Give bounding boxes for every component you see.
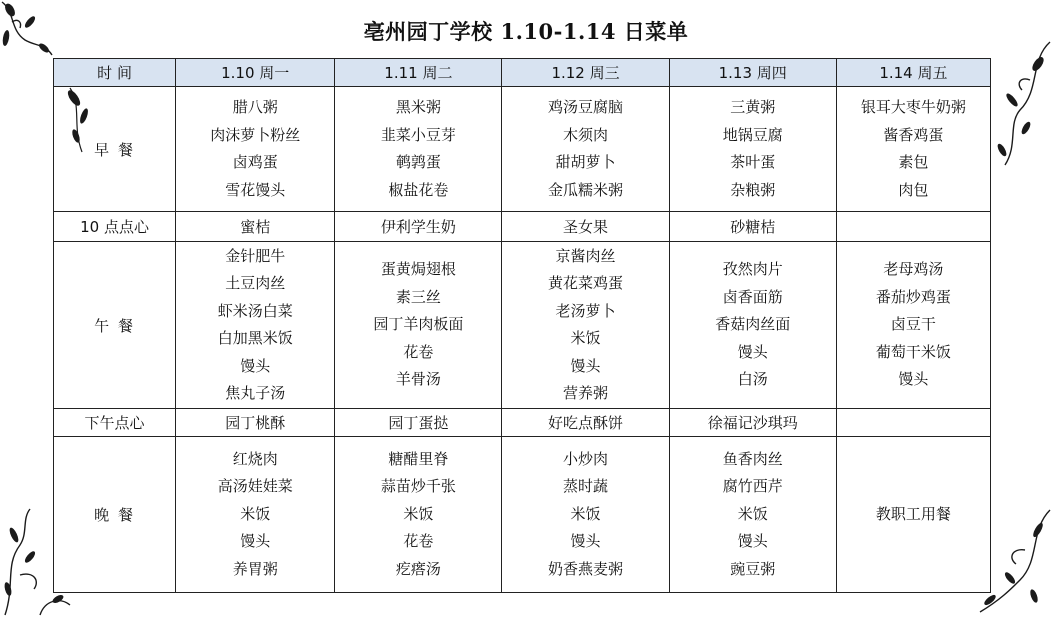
dinner-row (54, 437, 991, 593)
dish-item: 老汤萝卜 (555, 301, 616, 320)
header-day: 1.14 周五 (836, 59, 990, 87)
dish-item: 蒸时蔬 (563, 477, 609, 496)
dish-item: 茶叶蛋 (730, 153, 776, 171)
header-day: 1.10 周一 (176, 59, 335, 87)
dish-item: 焦丸子汤 (225, 384, 286, 402)
menu-cell (836, 242, 990, 409)
menu-cell (335, 437, 502, 593)
header-time: 时 间 (54, 59, 176, 87)
dish-item: 腊八粥 (232, 98, 278, 116)
dish-item: 素三丝 (395, 287, 441, 306)
dish-list (837, 501, 990, 529)
dish-item: 米饭 (403, 504, 434, 523)
dish-list (670, 446, 836, 584)
dish-item: 香菇肉丝面 (715, 315, 791, 334)
dish-item: 馒头 (570, 356, 601, 375)
dish-item: 黄花菜鸡蛋 (548, 274, 624, 292)
dish-item: 鱼香肉丝 (722, 449, 783, 468)
menu-cell: 好吃点酥饼 (502, 409, 669, 437)
dish-item: 虾米汤白菜 (217, 301, 293, 320)
dish-item: 豌豆粥 (730, 559, 776, 578)
dish-item: 鸡汤豆腐脑 (548, 98, 624, 116)
dish-item: 糖醋里脊 (388, 449, 449, 468)
menu-title: 亳州园丁学校 1.10-1.14 日菜单 (363, 19, 689, 44)
lunch-row (54, 242, 991, 409)
dish-item: 雪花馒头 (225, 180, 286, 199)
dish-item: 番茄炒鸡蛋 (875, 287, 951, 306)
dish-item: 花卷 (403, 532, 434, 551)
dish-item: 红烧肉 (232, 449, 278, 468)
dish-item: 馒头 (898, 370, 929, 389)
dish-item: 教职工用餐 (875, 504, 951, 523)
header-day: 1.11 周二 (335, 59, 502, 87)
dish-item: 孜然肉片 (722, 260, 783, 279)
dish-item: 金针肥牛 (225, 246, 286, 265)
dish-item: 馒头 (737, 342, 768, 361)
dish-item: 三黄粥 (730, 98, 776, 116)
dish-item: 椒盐花卷 (388, 180, 449, 199)
menu-cell (669, 87, 836, 212)
meal-label: 晚 餐 (54, 437, 176, 593)
dish-item: 蛋黄焗翅根 (380, 260, 456, 279)
dish-item: 馒头 (240, 532, 271, 551)
weekly-menu-table (53, 58, 991, 593)
dish-item: 金瓜糯米粥 (548, 180, 624, 199)
dish-item: 黑米粥 (395, 98, 441, 116)
dish-item: 杂粮粥 (730, 180, 776, 199)
dish-item: 羊骨汤 (395, 370, 441, 389)
dish-item: 米饭 (737, 504, 768, 523)
morning-snack-row (54, 212, 991, 242)
breakfast-row (54, 87, 991, 212)
menu-cell (669, 437, 836, 593)
dish-item: 木须肉 (563, 125, 609, 144)
dish-list (837, 94, 990, 204)
menu-cell: 园丁蛋挞 (335, 409, 502, 437)
header-day: 1.13 周四 (669, 59, 836, 87)
menu-cell (335, 87, 502, 212)
dish-item: 葡萄干米饭 (875, 342, 951, 361)
dish-item: 园丁羊肉板面 (373, 315, 464, 334)
menu-cell (669, 242, 836, 409)
dish-item: 鹌鹑蛋 (395, 153, 441, 171)
dish-item: 米饭 (240, 504, 271, 523)
meal-label: 早 餐 (54, 87, 176, 212)
dish-list (502, 243, 668, 408)
dish-item: 素包 (898, 153, 929, 171)
dish-item: 酱香鸡蛋 (883, 125, 944, 144)
dish-list (335, 256, 501, 394)
meal-label: 10 点点心 (54, 212, 176, 242)
dish-item: 甜胡萝卜 (555, 153, 616, 171)
menu-cell (502, 437, 669, 593)
menu-cell: 伊利学生奶 (335, 212, 502, 242)
dish-item: 奶香燕麦粥 (548, 559, 624, 578)
dish-item: 银耳大枣牛奶粥 (860, 98, 966, 116)
dish-item: 蒜苗炒千张 (380, 477, 456, 496)
dish-list (670, 256, 836, 394)
afternoon-snack-row (54, 409, 991, 437)
dish-item: 米饭 (570, 329, 601, 347)
header-row (54, 59, 991, 87)
vine-ornament-top-right (990, 40, 1052, 170)
dish-item: 地锅豆腐 (722, 125, 783, 144)
dish-item: 馒头 (737, 532, 768, 551)
dish-item: 腐竹西芹 (722, 477, 783, 496)
meal-label: 下午点心 (54, 409, 176, 437)
dish-item: 卤豆干 (890, 315, 936, 334)
dish-item: 高汤娃娃菜 (217, 477, 293, 496)
dish-item: 米饭 (570, 504, 601, 523)
dish-item: 养胃粥 (232, 559, 278, 578)
header-day: 1.12 周三 (502, 59, 669, 87)
dish-list (335, 446, 501, 584)
dish-item: 馒头 (570, 532, 601, 551)
dish-item: 京酱肉丝 (555, 246, 616, 265)
dish-list (502, 446, 668, 584)
dish-item: 花卷 (403, 342, 434, 361)
menu-cell (502, 242, 669, 409)
meal-label: 午 餐 (54, 242, 176, 409)
dish-list (176, 243, 334, 408)
dish-list (670, 94, 836, 204)
dish-item: 土豆肉丝 (225, 274, 286, 292)
dish-list (176, 94, 334, 204)
dish-item: 卤鸡蛋 (232, 153, 278, 171)
dish-item: 疙瘩汤 (395, 559, 441, 578)
dish-item: 卤香面筋 (722, 287, 783, 306)
dish-item: 肉包 (898, 180, 929, 199)
menu-cell: 徐福记沙琪玛 (669, 409, 836, 437)
menu-cell: 圣女果 (502, 212, 669, 242)
dish-item: 肉沫萝卜粉丝 (210, 125, 301, 144)
dish-list (176, 446, 334, 584)
menu-cell (176, 242, 335, 409)
menu-cell (176, 87, 335, 212)
menu-cell (176, 437, 335, 593)
menu-cell (502, 87, 669, 212)
dish-item: 小炒肉 (563, 449, 609, 468)
menu-cell (836, 87, 990, 212)
dish-item: 馒头 (240, 356, 271, 375)
menu-cell (335, 242, 502, 409)
dish-list (335, 94, 501, 204)
menu-cell: 园丁桃酥 (176, 409, 335, 437)
dish-item: 韭菜小豆芽 (380, 125, 456, 144)
dish-item: 老母鸡汤 (883, 260, 944, 279)
menu-cell: 砂糖桔 (669, 212, 836, 242)
dish-item: 白加黑米饭 (217, 329, 293, 347)
menu-cell (836, 212, 990, 242)
dish-list (502, 94, 668, 204)
menu-cell (836, 409, 990, 437)
dish-item: 白汤 (737, 370, 768, 389)
dish-item: 营养粥 (563, 384, 609, 402)
menu-cell (836, 437, 990, 593)
menu-cell: 蜜桔 (176, 212, 335, 242)
dish-list (837, 256, 990, 394)
